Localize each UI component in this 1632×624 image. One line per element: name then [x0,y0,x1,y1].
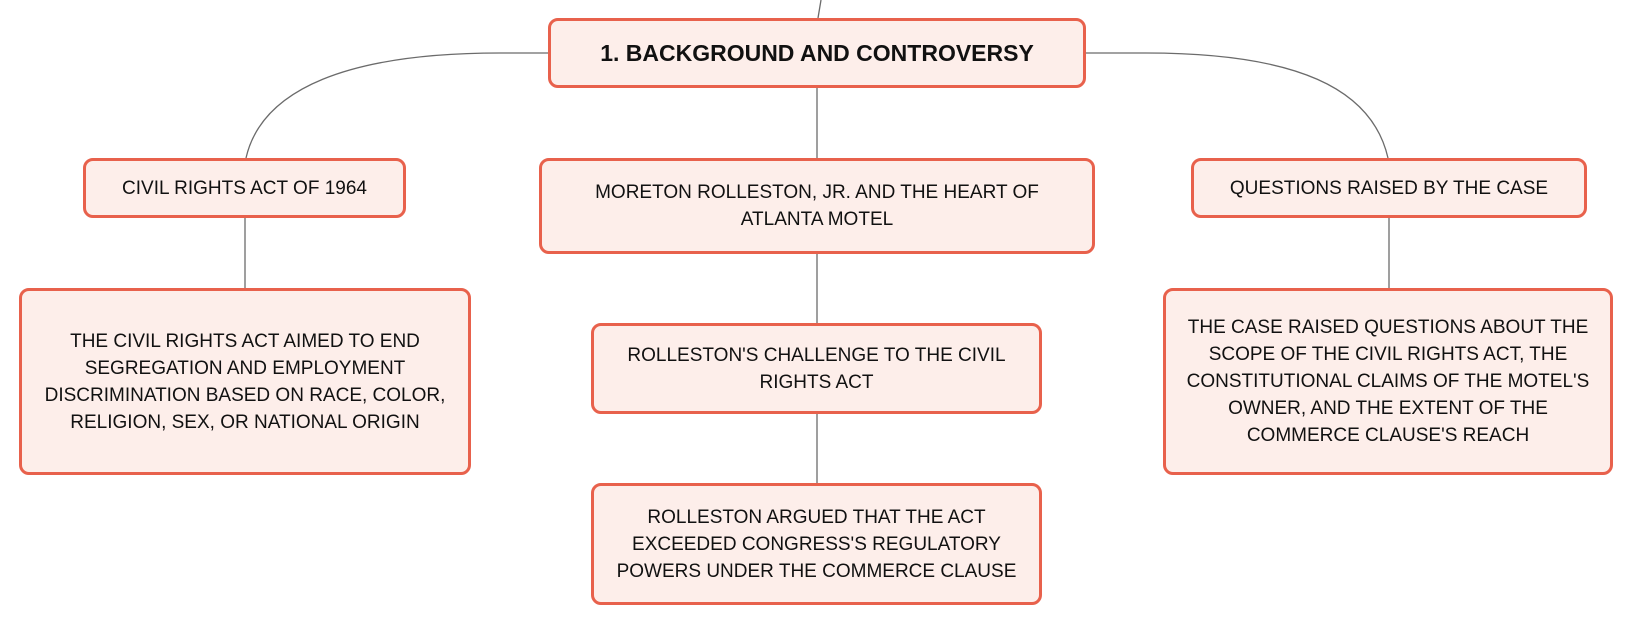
connector-root-to-questions [1086,53,1388,158]
root-node[interactable] [548,18,1086,88]
civil-rights-act-label: CIVIL RIGHTS ACT OF 1964 [122,177,367,199]
rolleston-challenge-node[interactable] [591,323,1042,414]
civil-rights-act-detail-text: THE CIVIL RIGHTS ACT AIMED TO END SEGREGATION AND EMPLOYMENT DISCRIMINATION BASED ON RACE, COLOR, RELIGION, SEX, OR NATIONAL ORIGIN [44,330,446,433]
rolleston-argument-node[interactable] [591,483,1042,605]
civil-rights-act-detail-node[interactable] [19,288,471,475]
questions-raised-node[interactable] [1191,158,1587,218]
questions-raised-detail-text: THE CASE RAISED QUESTIONS ABOUT THE SCOPE OF THE CIVIL RIGHTS ACT, THE CONSTITUTIONAL CLAIMS OF THE MOTEL'S OWNER, AND THE EXTENT OF THE COMMERCE CLAUSE'S REACH [1186,317,1590,446]
connector-parent-to-root [818,0,821,18]
rolleston-challenge-label: ROLLESTON'S CHALLENGE TO THE CIVIL RIGHTS ACT [627,344,1006,393]
rolleston-motel-node[interactable] [539,158,1095,254]
rolleston-argument-text: ROLLESTON ARGUED THAT THE ACT EXCEEDED CONGRESS'S REGULATORY POWERS UNDER THE COMMERCE CLAUSE [616,506,1017,582]
rolleston-motel-label: MORETON ROLLESTON, JR. AND THE HEART OF ATLANTA MOTEL [595,182,1039,230]
connector-root-to-civil-rights-act [246,53,548,158]
questions-raised-label: QUESTIONS RAISED BY THE CASE [1229,177,1549,199]
civil-rights-act-node[interactable] [83,158,406,218]
questions-raised-detail-node[interactable] [1163,288,1613,475]
root-node-label: 1. BACKGROUND AND CONTROVERSY [600,39,1034,66]
